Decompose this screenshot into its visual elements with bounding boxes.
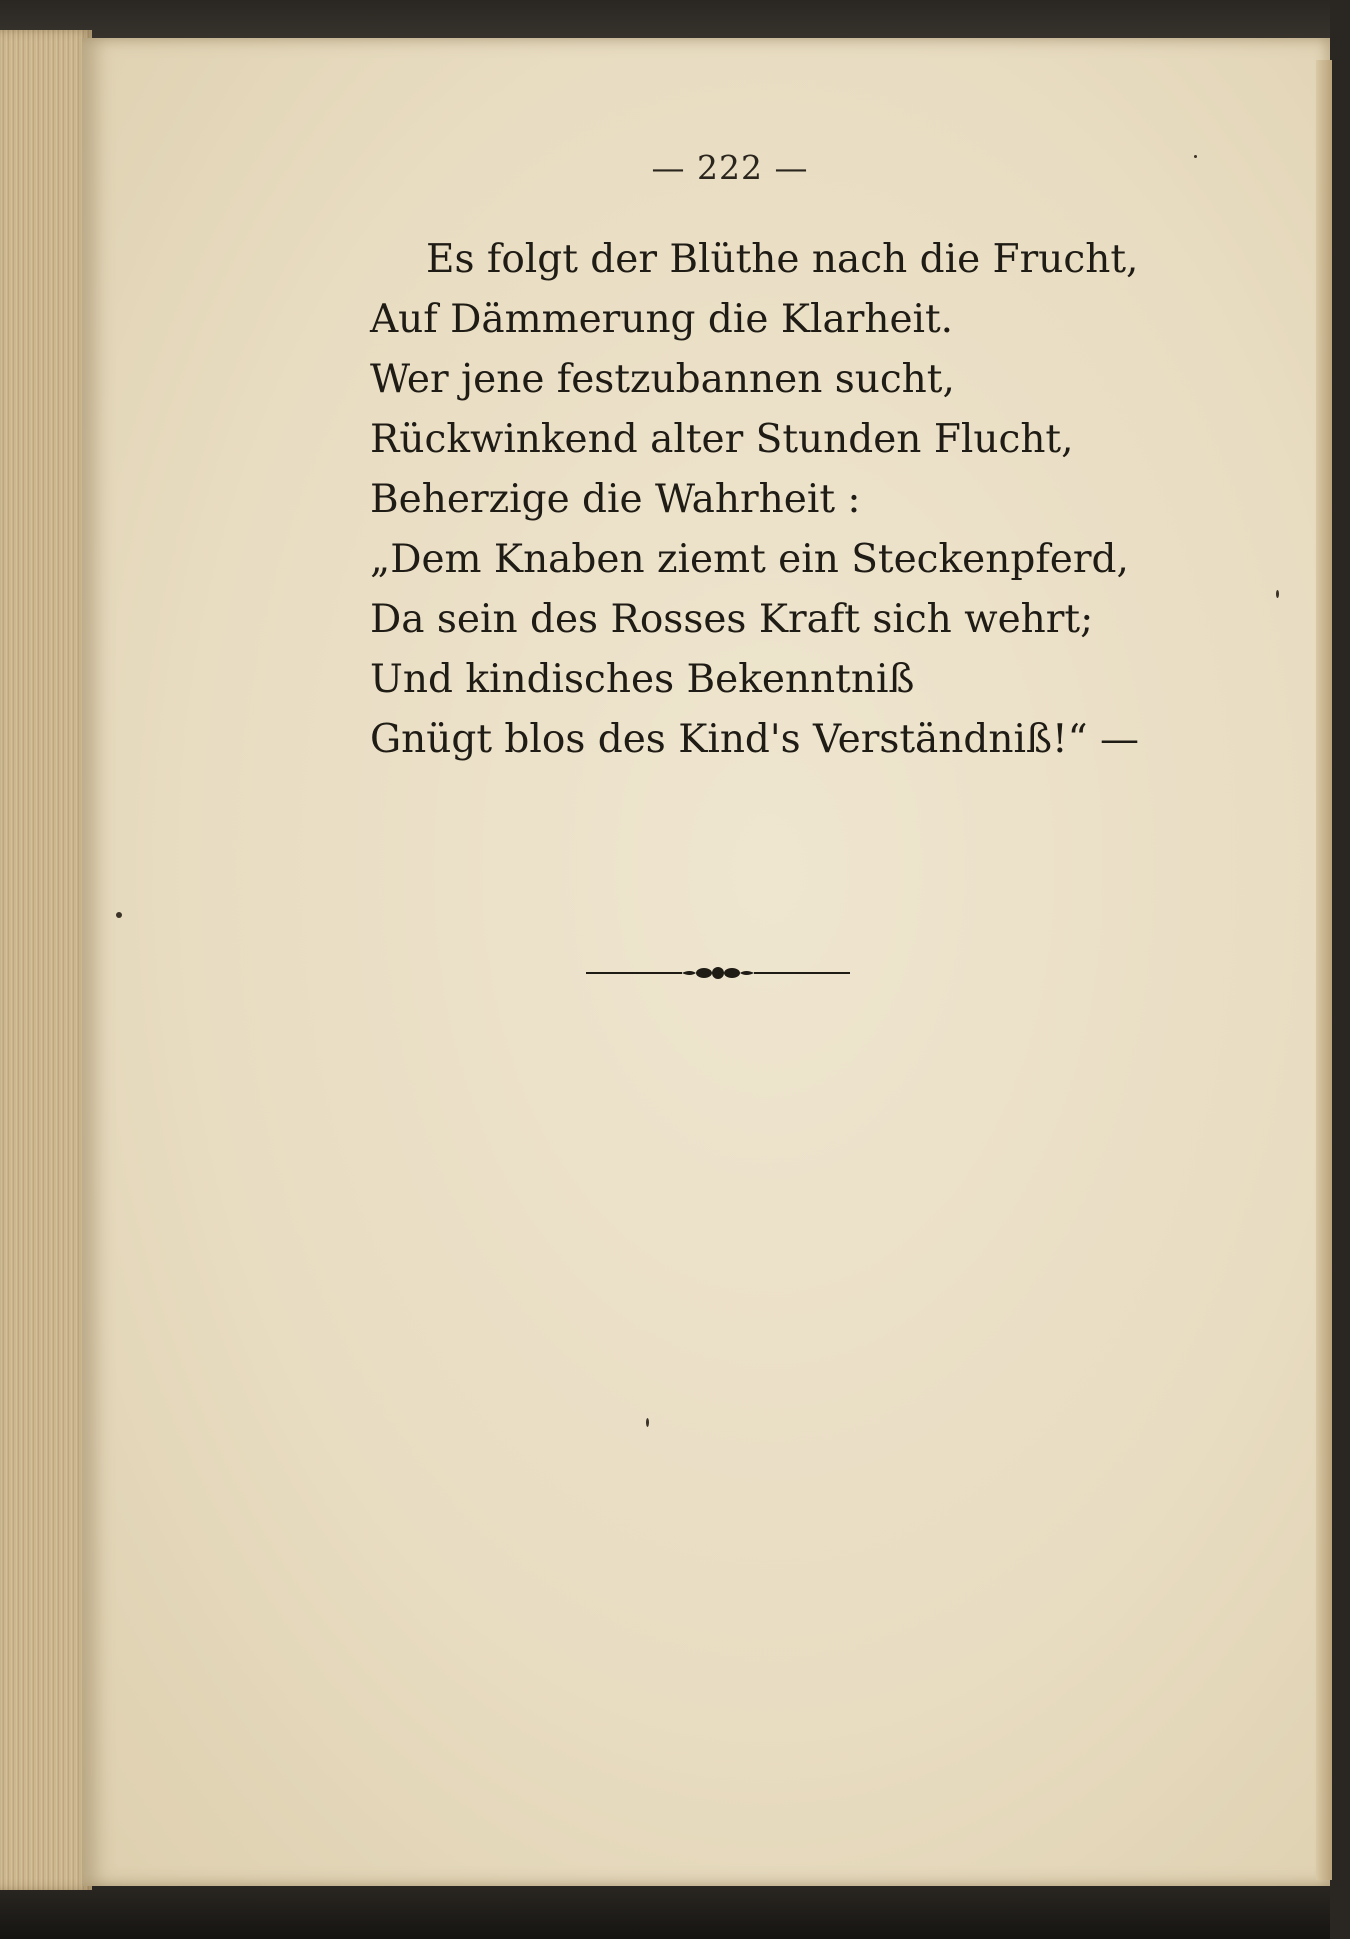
ink-speck <box>1276 590 1279 598</box>
ink-speck <box>646 1418 649 1427</box>
poem-line: „Dem Knaben ziemt ein Steckenpferd, <box>370 537 1129 582</box>
poem-line: Wer jene festzubannen sucht, <box>370 357 955 402</box>
poem-line: Rückwinkend alter Stunden Flucht, <box>370 417 1074 462</box>
page-number: — 222 — <box>651 148 809 187</box>
book-cover-bottom <box>0 1880 1350 1939</box>
decorative-divider-icon <box>586 960 850 986</box>
book-cover-right <box>1330 0 1350 1939</box>
page-edges <box>0 30 92 1890</box>
poem-line: Beherzige die Wahrheit : <box>370 477 861 522</box>
poem-text <box>370 230 1190 770</box>
ink-speck <box>116 912 122 918</box>
page-right-edge <box>1316 60 1332 1880</box>
poem-line: Da sein des Rosses Kraft sich wehrt; <box>370 597 1094 642</box>
poem-line: Auf Dämmerung die Klarheit. <box>370 297 954 342</box>
ink-speck <box>1194 155 1197 158</box>
poem-line: Und kindisches Bekenntniß <box>370 657 915 702</box>
poem-line: Gnügt blos des Kind's Verständniß!“ — <box>370 717 1140 762</box>
poem-line: Es folgt der Blüthe nach die Frucht, <box>426 237 1139 282</box>
